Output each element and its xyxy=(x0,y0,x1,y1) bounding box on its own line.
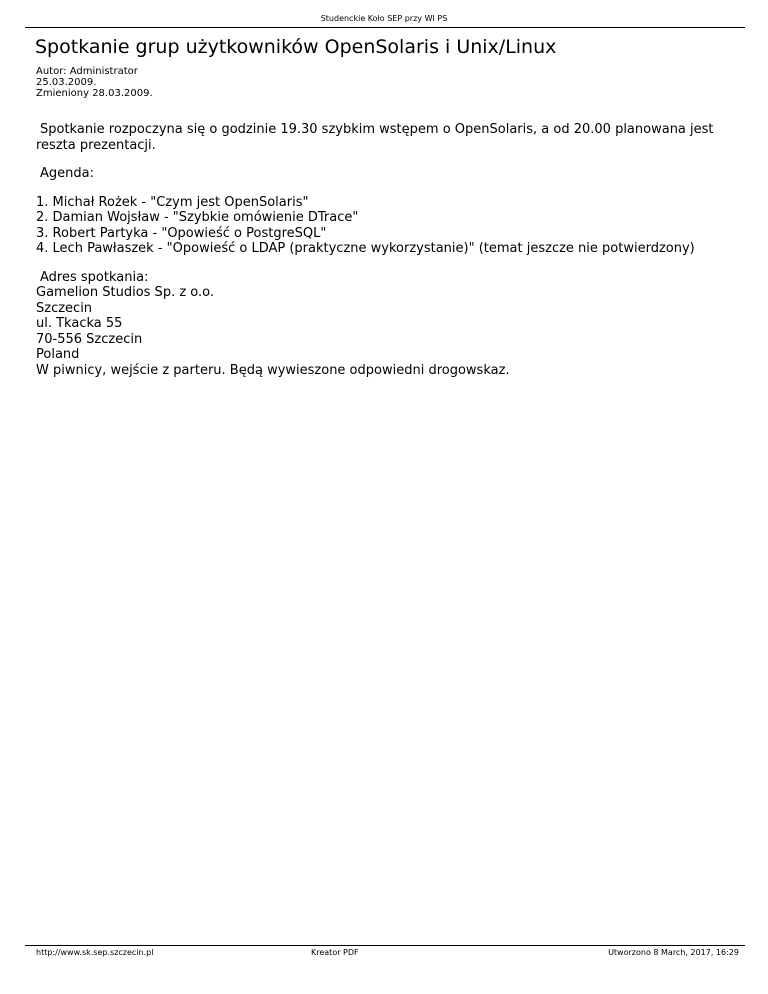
agenda-heading: Agenda: xyxy=(40,166,94,181)
intro-paragraph xyxy=(36,122,736,153)
agenda-item: 3. Robert Partyka - "Opowieść o PostgreSQL" xyxy=(36,225,327,241)
address-line: Gamelion Studios Sp. z o.o. xyxy=(36,285,215,300)
publish-date: 25.03.2009. xyxy=(36,77,97,88)
footer-divider xyxy=(25,945,745,946)
intro-line: Spotkanie rozpoczyna się o godzinie 19.30 szybkim wstępem o OpenSolaris, a od 20.00 planowana jest xyxy=(40,122,714,137)
footer-generator: Kreator PDF xyxy=(311,948,359,957)
intro-line: reszta prezentacji. xyxy=(36,137,156,153)
footer-url: http://www.sk.sep.szczecin.pl xyxy=(36,948,154,957)
article-meta xyxy=(36,66,153,99)
address-line: ul. Tkacka 55 xyxy=(36,316,123,331)
page-header: Studenckie Koło SEP przy WI PS xyxy=(320,14,448,23)
agenda-item: 1. Michał Rożek - "Czym jest OpenSolaris" xyxy=(36,194,309,210)
address-line: Szczecin xyxy=(36,300,93,316)
address-heading: Adres spotkania: xyxy=(40,269,149,285)
agenda-item: 2. Damian Wojsław - "Szybkie omówienie DTrace" xyxy=(36,210,359,225)
article-body xyxy=(36,122,736,391)
agenda-list xyxy=(36,195,736,257)
author-line: Autor: Administrator xyxy=(36,66,138,77)
footer-created-date: Utworzono 8 March, 2017, 16:29 xyxy=(608,948,739,957)
address-line: 70-556 Szczecin xyxy=(36,331,143,347)
address-note: W piwnicy, wejście z parteru. Będą wywieszone odpowiedni drogowskaz. xyxy=(36,362,510,378)
modified-date: Zmieniony 28.03.2009. xyxy=(36,88,153,99)
article-title: Spotkanie grup użytkowników OpenSolaris i Unix/Linux xyxy=(35,36,557,58)
header-divider xyxy=(25,27,745,28)
address-block xyxy=(36,270,736,379)
agenda-item: 4. Lech Pawłaszek - "Opowieść o LDAP (praktyczne wykorzystanie)" (temat jeszcze nie potwierdzony) xyxy=(36,241,695,256)
address-line: Poland xyxy=(36,347,80,362)
